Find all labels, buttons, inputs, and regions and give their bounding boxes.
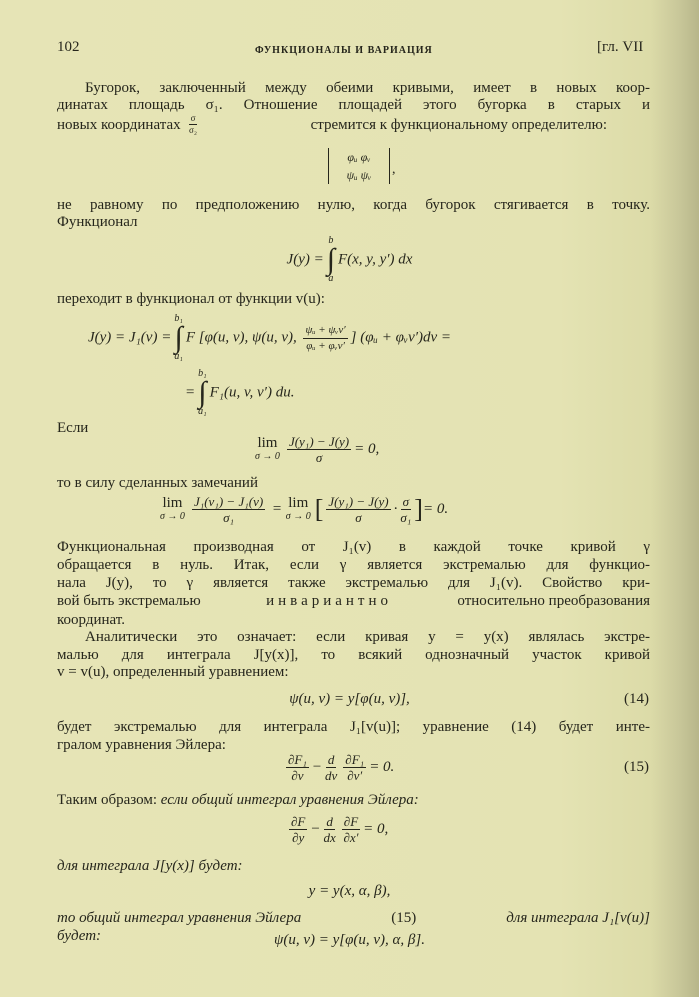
- text-line: [57, 113, 607, 136]
- text-line: не равному по предположению нулю, когда бугорок стягивается в точку.: [57, 197, 650, 213]
- text-line: малью для интеграла J[y(x)], то всякий однозначный участок кривой: [57, 647, 650, 663]
- text-line: нала J(y), то γ является также экстремалью для J₁(v). Свойство кри-: [57, 575, 650, 591]
- text: новых координатах: [57, 116, 181, 133]
- formula-transform-result: = b₁ ∫ a₁ F₁(u, v, v′) du.: [185, 368, 295, 417]
- text-line: гралом уравнения Эйлера:: [57, 737, 226, 753]
- text-line: Бугорок, заключенный между обеими кривыми, имеет в новых коор-: [85, 80, 650, 96]
- text-line: динатах площадь σ₁. Отношение площадей этого бугорка в старых и: [57, 97, 650, 113]
- formula-14: ψ(u, v) = y[φ(u, v)],: [289, 691, 410, 707]
- running-title: ФУНКЦИОНАЛЫ И ВАРИАЦИЯ: [255, 45, 433, 56]
- text-line: для интеграла J[y(x)] будет:: [57, 858, 243, 874]
- text-line: вой быть экстремалью инвариантно относительно преобразования: [57, 593, 650, 609]
- formula-euler: $\frac{\partial F}{\partial y}$ − $\frac{d}{dx}$ $\frac{\partial F}{\partial x'}$ = 0,: [291, 814, 389, 845]
- text-line: обращается в нуль. Итак, если γ является экстремалью для функцио-: [57, 557, 650, 573]
- jacobian-determinant: φᵤ φᵥ ψᵤ ψᵥ: [328, 148, 390, 184]
- fraction: σ σ₂: [189, 113, 198, 135]
- formula-transform: J(y) = J₁(v) = b₁ ∫ a₁ F [φ(u, v), ψ(u, v), ψᵤ + ψᵥv′ φᵤ + φᵥv′ ] (φᵤ + φᵥv′)dv =: [88, 313, 452, 362]
- text-line: координат.: [57, 612, 125, 628]
- formula-functional: J(y) = b ∫ a F(x, y, y′) dx: [286, 235, 413, 284]
- text-line: будет экстремалью для интеграла J₁[v(u)]; уравнение (14) будет инте-: [57, 719, 650, 735]
- text-line: переходит в функционал от функции v(u):: [57, 291, 325, 307]
- formula-15: $\frac{\text{∂F₁}}{\partial v}$ − $\frac{d}{dv}$ $\frac{\text{∂F₁}}{\partial v'}$ = 0.: [288, 752, 395, 783]
- text-line: Функциональная производная от J₁(v) в каждой точке кривой γ: [57, 539, 650, 555]
- text-line: будет:: [57, 928, 102, 944]
- equation-number: (15): [624, 759, 649, 775]
- text: стремится к функциональному определителю:: [310, 116, 607, 133]
- text-line: Аналитически это означает: если кривая y = y(x) являлась экстре-: [85, 629, 650, 645]
- text-line: то в силу сделанных замечаний: [57, 475, 258, 491]
- formula-transformed-integral: ψ(u, v) = y[φ(u, v), α, β].: [274, 932, 425, 948]
- text-line: v = v(u), определенный уравнением:: [57, 664, 289, 680]
- text-line: то общий интеграл уравнения Эйлера (15) для интеграла J₁[v(u)]: [57, 910, 650, 926]
- equation-number: (14): [624, 691, 649, 707]
- text-line: Таким образом: если общий интеграл уравнения Эйлера:: [57, 792, 419, 808]
- chapter-label: [гл. VII: [597, 39, 644, 55]
- formula-limit-2: lim σ → 0 $\frac{\text{J₁(v₁) − J₁(v)}}{\text{σ₁}}$ = lim σ → 0 [ $\frac{\text{J(y₁) − J(y)}}{\sigma}$ · $\frac{\sigma}{\text{σ₁}}$ ]= 0.: [160, 494, 449, 525]
- page-number: 102: [57, 39, 80, 55]
- comma: ,: [392, 162, 396, 177]
- text-line: Функционал: [57, 214, 138, 230]
- text-line: Если: [57, 420, 89, 436]
- formula-general-integral: y = y(x, α, β),: [308, 883, 391, 899]
- formula-limit: lim σ → 0 $\frac{\text{J(y₁) − J(y)}}{\sigma}$ = 0,: [255, 434, 380, 465]
